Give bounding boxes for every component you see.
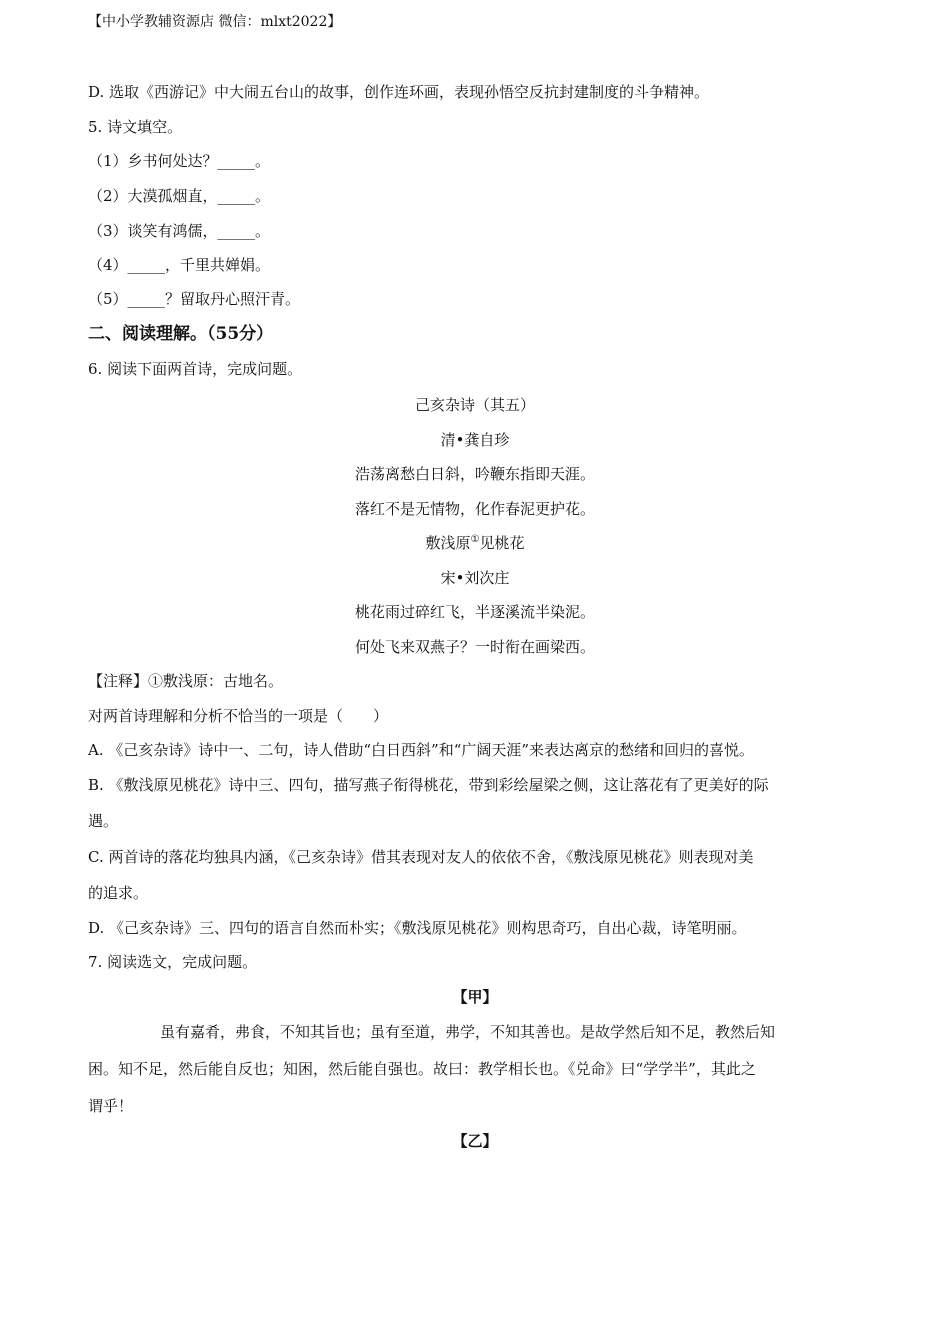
q5-item-1: （1）乡书何处达？_____。 — [88, 152, 271, 170]
poem1-line-2: 落红不是无情物，化作春泥更护花。 — [354, 500, 595, 518]
q5-title: 5. 诗文填空。 — [88, 118, 183, 136]
q6-option-a: A. 《己亥杂诗》诗中一、二句，诗人借助“白日西斜”和“广阔天涯”来表达离京的愁绪和回归的喜悦。 — [88, 741, 755, 759]
poem2-note-mark: ① — [470, 534, 480, 545]
poem2-title-after: 见桃花 — [479, 534, 525, 552]
q7-jia-line-3: 谓乎！ — [88, 1097, 134, 1115]
q5-item-5: （5）_____？留取丹心照汗青。 — [88, 290, 301, 308]
poem1-title: 己亥杂诗（其五） — [414, 396, 535, 414]
poem2-author: 宋•刘次庄 — [440, 569, 510, 587]
q6-option-c-line-2: 的追求。 — [88, 884, 149, 902]
poem2-title-before: 敷浅原 — [425, 534, 471, 552]
section2-heading: 二、阅读理解。（55分） — [88, 324, 274, 344]
q6-option-b-line-2: 遇。 — [88, 812, 119, 830]
poem1-author: 清•龚自珍 — [440, 431, 510, 449]
page-header: 【中小学教辅资源店 微信：mlxt2022】 — [88, 14, 342, 30]
q7-jia-line-2: 困。知不足，然后能自反也；知困，然后能自强也。故曰：教学相长也。《兑命》曰“学学半”，其此之 — [88, 1060, 756, 1078]
q6-title: 6. 阅读下面两首诗，完成问题。 — [88, 360, 303, 378]
q7-yi-label: 【乙】 — [452, 1132, 498, 1150]
poem2-title — [0, 533, 950, 553]
q4-option-d: D. 选取《西游记》中大闹五台山的故事，创作连环画，表现孙悟空反抗封建制度的斗争精神。 — [88, 83, 710, 101]
q6-option-d: D. 《己亥杂诗》三、四句的语言自然而朴实；《敷浅原见桃花》则构思奇巧，自出心裁，诗笔明丽。 — [88, 919, 747, 937]
q5-item-4: （4）_____，千里共婵娟。 — [88, 256, 271, 274]
poem2-line-1: 桃花雨过碎红飞，半逐溪流半染泥。 — [354, 603, 595, 621]
q6-note: 【注释】①敷浅原：古地名。 — [88, 672, 284, 690]
q6-option-b-line-1: B. 《敷浅原见桃花》诗中三、四句，描写燕子衔得桃花，带到彩绘屋梁之侧，这让落花有了更美好的际 — [88, 776, 769, 794]
q7-jia-line-1: 虽有嘉肴，弗食，不知其旨也；虽有至道，弗学，不知其善也。是故学然后知不足，教然后知 — [160, 1023, 776, 1041]
q5-item-3: （3）谈笑有鸿儒，_____。 — [88, 222, 271, 240]
q6-stem: 对两首诗理解和分析不恰当的一项是（ ） — [88, 707, 389, 725]
poem2-line-2: 何处飞来双燕子？一时衔在画梁西。 — [354, 638, 595, 656]
q5-item-2: （2）大漠孤烟直，_____。 — [88, 187, 271, 205]
poem1-line-1: 浩荡离愁白日斜，吟鞭东指即天涯。 — [354, 465, 595, 483]
q6-option-c-line-1: C. 两首诗的落花均独具内涵，《己亥杂诗》借其表现对友人的依依不舍，《敷浅原见桃花》则表现对美 — [88, 848, 754, 866]
q7-title: 7. 阅读选文，完成问题。 — [88, 953, 258, 971]
q7-jia-label: 【甲】 — [452, 988, 498, 1006]
